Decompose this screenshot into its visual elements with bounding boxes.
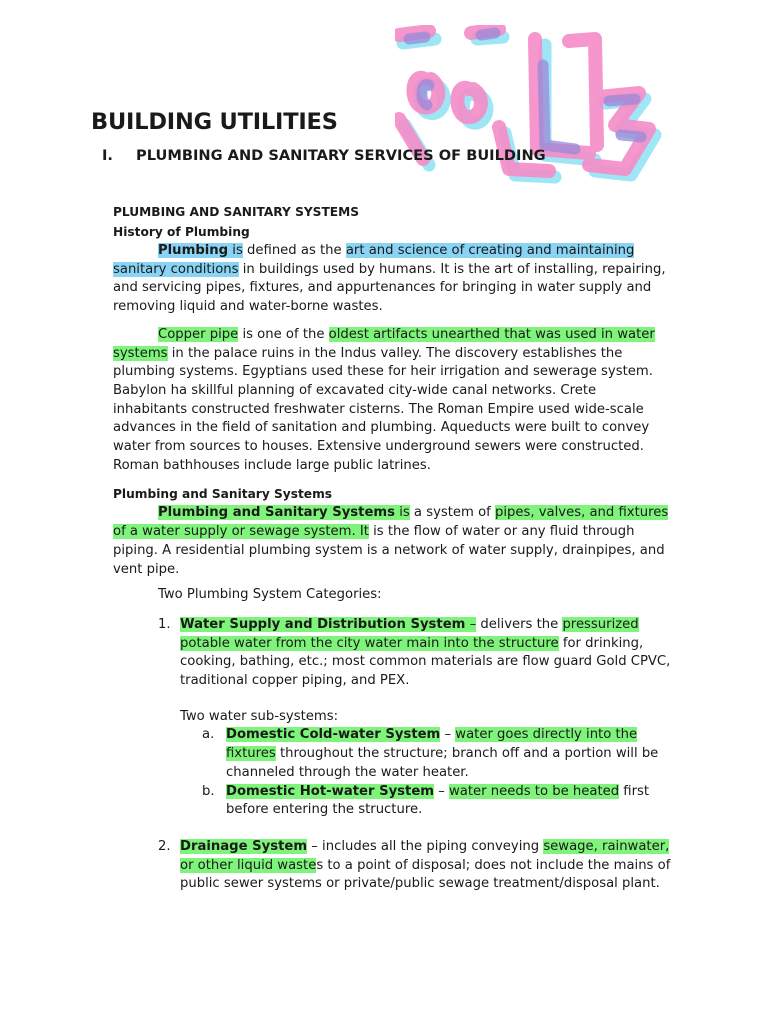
text: – bbox=[434, 783, 449, 799]
categories-intro: Two Plumbing System Categories: bbox=[158, 587, 382, 603]
list-item-drainage bbox=[113, 838, 673, 894]
text: – includes all the piping conveying bbox=[307, 838, 544, 854]
highlight-copper-pipe: Copper pipe bbox=[158, 326, 239, 342]
list-marker: 1. bbox=[158, 616, 171, 632]
text: a system of bbox=[409, 505, 495, 521]
document-body bbox=[113, 202, 673, 894]
text: first before entering the structure. bbox=[226, 783, 650, 818]
term-water-supply: Water Supply and Distribution System bbox=[180, 616, 466, 632]
list-marker: a. bbox=[202, 727, 215, 743]
term-drainage: Drainage System bbox=[180, 838, 308, 854]
text: in the palace ruins in the Indus valley. The discovery establishes the plumbing systems. Egyptians used these for heir irrigation and sewerage system. Babylon ha skillful planning of excavated city-wide canal networks. Crete inhabitants constructed freshwater cisterns. The Roman Empire used wide-scale advances in the field of sanitation and plumbing. Aqueducts were built to convey water from sources to houses. Extensive underground sewers were constructed. Roman bathhouses include large public latrines. bbox=[113, 345, 653, 473]
section-heading bbox=[102, 147, 546, 164]
document-title: BUILDING UTILITIES bbox=[91, 109, 338, 135]
paragraph-copper-pipe bbox=[113, 326, 673, 476]
text: for drinking, cooking, bathing, etc.; most common materials are flow guard Gold CPVC, traditional copper piping, and PEX. bbox=[180, 635, 671, 689]
list-marker: 2. bbox=[158, 838, 171, 854]
sub-item-cold-water bbox=[113, 726, 673, 782]
list-item-water-supply bbox=[113, 616, 673, 691]
highlight-pipes-valves: pipes, valves, and fixtures of a water supply or sewage system. It bbox=[113, 505, 669, 540]
highlight-heated: water needs to be heated bbox=[449, 783, 620, 799]
list-marker: b. bbox=[202, 783, 215, 799]
highlight-fixtures: water goes directly into the fixtures bbox=[226, 727, 638, 762]
section-title: PLUMBING AND SANITARY SERVICES OF BUILDING bbox=[136, 147, 546, 164]
term-plumbing: Plumbing bbox=[158, 243, 229, 258]
text: s to a point of disposal; does not include the mains of public sewer systems or private/public sewage treatment/disposal plant. bbox=[180, 857, 671, 892]
term-cold-water: Domestic Cold-water System bbox=[226, 727, 441, 743]
paragraph-plumbing-definition bbox=[113, 242, 673, 317]
highlight-is: is bbox=[228, 243, 243, 258]
highlight-oldest-artifacts: oldest artifacts unearthed that was used in water systems bbox=[113, 326, 655, 361]
highlight-definition: art and science of creating and maintaining sanitary conditions bbox=[113, 243, 635, 277]
text: – bbox=[440, 727, 456, 743]
term-plumbing-sanitary: Plumbing and Sanitary Systems bbox=[158, 505, 395, 521]
text: delivers the bbox=[476, 616, 563, 632]
highlight-is: is bbox=[395, 505, 410, 521]
section-number: I. bbox=[102, 147, 113, 164]
heading-plumbing-sanitary: PLUMBING AND SANITARY SYSTEMS bbox=[113, 205, 360, 219]
heading-history: History of Plumbing bbox=[113, 225, 250, 239]
doodle-drawing bbox=[395, 25, 695, 205]
term-hot-water: Domestic Hot-water System bbox=[226, 783, 435, 799]
text: in buildings used by humans. It is the art of installing, repairing, and servicing pipes, fixtures, and appurtenances for bringing in water supply and removing liquid and water-borne wastes. bbox=[113, 261, 666, 315]
paragraph-systems-definition bbox=[113, 504, 673, 579]
text: throughout the structure; branch off and a portion will be channeled through the water heater. bbox=[226, 746, 659, 780]
heading-systems: Plumbing and Sanitary Systems bbox=[113, 487, 333, 502]
subsystems-intro: Two water sub-systems: bbox=[180, 708, 339, 724]
highlight-dash: – bbox=[465, 616, 477, 632]
text: is the flow of water or any fluid through piping. A residential plumbing system is a network of water supply, drainpipes, and vent pipe. bbox=[113, 524, 665, 577]
highlight-pressurized: pressurized potable water from the city water main into the structure bbox=[180, 616, 639, 651]
text: defined as the bbox=[242, 243, 346, 258]
sub-item-hot-water bbox=[113, 783, 673, 820]
text: is one of the bbox=[238, 326, 329, 342]
highlight-sewage: sewage, rainwater, or other liquid waste bbox=[180, 838, 670, 873]
